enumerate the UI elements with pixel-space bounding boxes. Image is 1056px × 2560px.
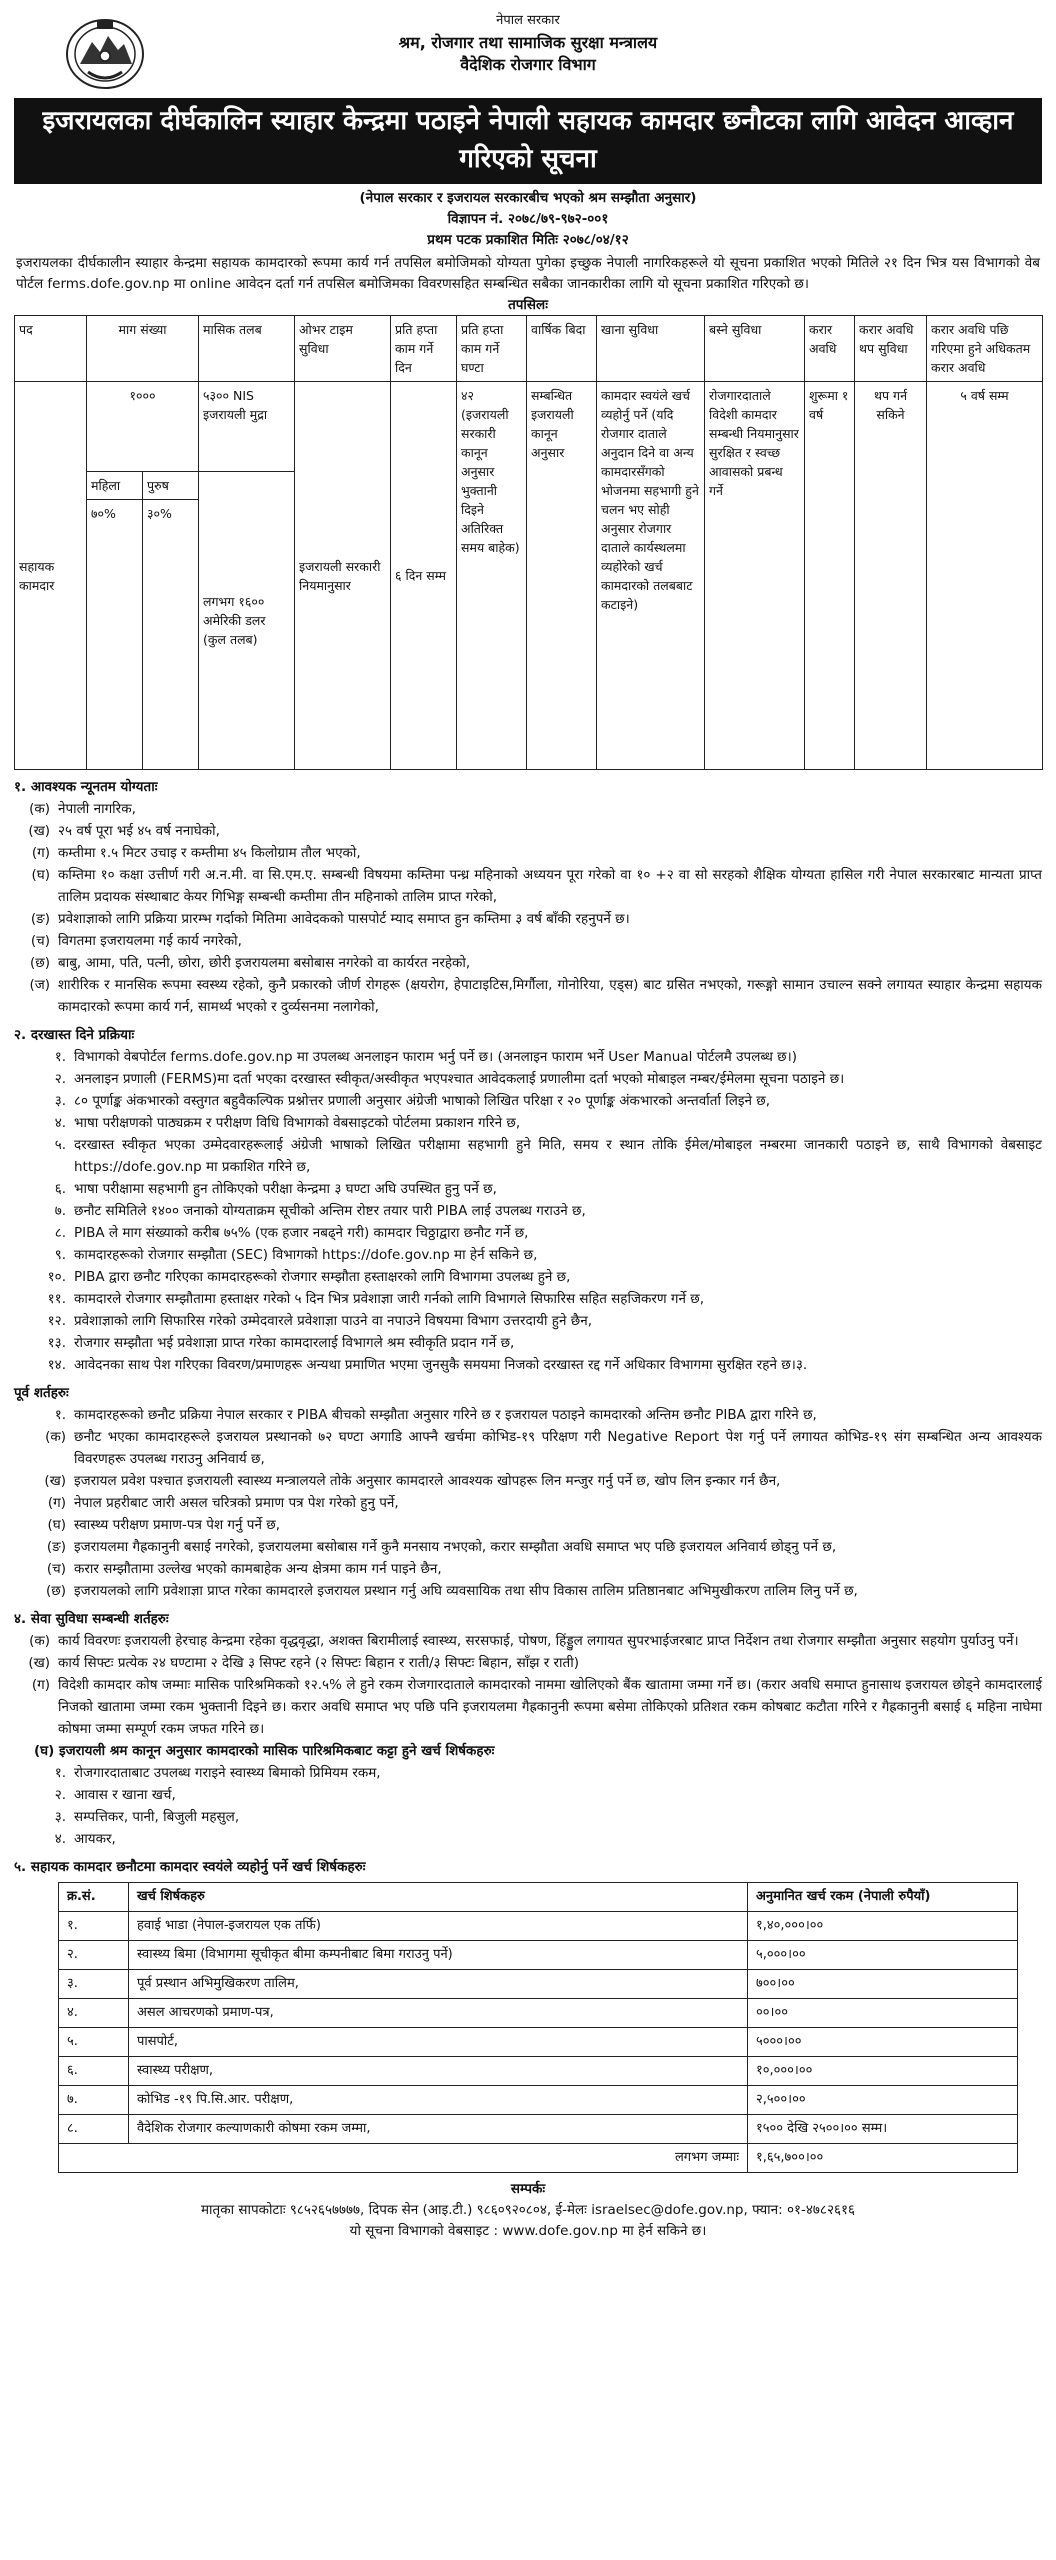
list-item-marker: (छ): [30, 955, 50, 971]
list-item: [14, 842, 1042, 864]
contact-label: सम्पर्कः: [510, 2181, 546, 2197]
list-item-text: अनलाइन प्रणाली (FERMS)मा दर्ता भएका दरखास्त स्वीकृत/अस्वीकृत भएपश्चात आवेदकलाई प्रणालीमा दर्ता भएको मोबाइल नम्बर/ईमेलमा सूचना पठाइने छ।: [74, 1071, 845, 1087]
list-item: [14, 952, 1042, 974]
list-item-text: छनौट भएका कामदारहरूले इजरायल प्रस्थानको ७२ घण्टा अगाडि आफ्नै खर्चमा कोभिड-१९ परिक्षण गरी Negative Report पेश गर्नु पर्ने लगायत कोभिड-१९ संग सम्बन्धित अन्य आवश्यक विवरणहरू उपलब्ध गराउनु अनिवार्य छ,: [74, 1429, 1042, 1467]
header-post: पद: [15, 316, 87, 382]
list-item-text: इजरायलको लागि प्रवेशाज्ञा प्राप्त गरेका कामदारले इजरायल प्रस्थान गर्नु अघि व्यवसायिक तथा सीप विकास तालिम प्रतिष्ठानबाट अभिमुखीकरण तालिम लिनु पर्ने छ,: [74, 1583, 858, 1599]
list-item-marker: २.: [54, 1071, 66, 1087]
cell-post: सहायक कामदार: [15, 382, 87, 770]
list-item: [14, 798, 1042, 820]
list-item-marker: १.: [54, 1765, 66, 1781]
cost-cell-sn: १.: [59, 1912, 129, 1941]
list-item-text: छनौट समितिले १४०० जनाको योग्यताक्रम सूचीको अन्तिम रोष्टर तयार पारी PIBA लाई उपलब्ध गराउने छ,: [74, 1203, 586, 1219]
list-item-text: नेपाल प्रहरीबाट जारी असल चरित्रको प्रमाण पत्र पेश गरेको हुनु पर्ने,: [74, 1495, 399, 1511]
total-amount: १,६५,७००।००: [748, 2144, 1018, 2173]
list-item: [14, 1244, 1042, 1266]
list-item: [14, 1200, 1042, 1222]
list-item: [14, 1784, 1042, 1806]
list-item-text: आयकर,: [74, 1831, 116, 1847]
cost-cell-sn: ७.: [59, 2086, 129, 2115]
list-item: [14, 1426, 1042, 1470]
list-item: [14, 1558, 1042, 1580]
header-annual-leave: वार्षिक बिदा: [527, 316, 597, 382]
list-item-text: नेपाली नागरिक,: [58, 801, 136, 817]
list-item-marker: २.: [54, 1787, 66, 1803]
table-row: [59, 2028, 1018, 2057]
list-item-marker: (क): [29, 801, 50, 817]
section-title: ५. सहायक कामदार छनौटमा कामदार स्वयंले व्यहोर्नु पर्ने खर्च शिर्षकहरुः: [14, 1859, 366, 1875]
list-item: [14, 1652, 1042, 1674]
cost-cell-amount: २,५००।००: [748, 2086, 1018, 2115]
list: [14, 1404, 1042, 1602]
notice-subtitle: (नेपाल सरकार र इजरायल सरकारबीच भएको श्रम सम्झौता अनुसार): [359, 190, 697, 206]
list-item-text: बाबु, आमा, पति, पत्नी, छोरा, छोरी इजरायलमा बसोबास नगरेको वा कार्यरत नरहेको,: [58, 955, 471, 971]
jobs-table: [14, 315, 1043, 770]
list-item-marker: ११.: [47, 1291, 66, 1307]
list-item: [14, 820, 1042, 842]
list-item-text: स्वास्थ्य परीक्षण प्रमाण-पत्र पेश गर्नु पर्ने छ,: [74, 1517, 281, 1533]
list-item-marker: (ख): [28, 1655, 50, 1671]
cost-cell-amount: १०,०००।००: [748, 2057, 1018, 2086]
costs-header-amount: अनुमानित खर्च रकम (नेपाली रुपैयाँ): [748, 1883, 1018, 1912]
cost-cell-amount: ७००।००: [748, 1970, 1018, 1999]
cost-cell-sn: ३.: [59, 1970, 129, 1999]
list-item: [14, 1536, 1042, 1558]
cell-work-days: ६ दिन सम्म: [391, 382, 457, 770]
cost-cell-sn: ४.: [59, 1999, 129, 2028]
list-item: [14, 1470, 1042, 1492]
list-item-marker: (च): [46, 1561, 66, 1577]
list-item-text: PIBA द्वारा छनौट गरिएका कामदारहरूको रोजगार सम्झौता हस्ताक्षरको लागि विभागमा उपलब्ध हुने छ,: [74, 1269, 571, 1285]
list-item-marker: (घ): [47, 1517, 66, 1533]
list-item: [14, 1134, 1042, 1178]
cell-male-pct: ३०%: [143, 500, 199, 770]
list-item-marker: ९.: [54, 1247, 66, 1263]
website-note: यो सूचना विभागको वेबसाइट : www.dofe.gov.np मा हेर्न सकिने छ।: [349, 2223, 707, 2239]
cell-annual-leave: सम्बन्धित इजरायली कानून अनुसार: [527, 382, 597, 770]
list-item: [14, 974, 1042, 1018]
list-item-text: विभागको वेबपोर्टल ferms.dofe.gov.np मा उपलब्ध अनलाइन फाराम भर्नु पर्ने छ। (अनलाइन फाराम भर्ने User Manual पोर्टलमै उपलब्ध छ।): [74, 1049, 798, 1065]
header-contract: करार अवधि: [805, 316, 855, 382]
list-item-text: इजरायलमा गैह्रकानुनी बसाई नगरेको, इजरायलमा बसोबास गर्ने कुनै मनसाय नभएको, करार सम्झौता अवधि समाप्त भए पछि इजरायल अनिवार्य छोड्नु पर्ने छ,: [74, 1539, 837, 1555]
cost-cell-title: पूर्व प्रस्थान अभिमुखिकरण तालिम,: [129, 1970, 748, 1999]
ministry-name: श्रम, रोजगार तथा सामाजिक सुरक्षा मन्त्रालय: [398, 33, 658, 52]
list-item-text: ८० पूर्णाङ्क अंकभारको वस्तुगत बहुवैकल्पिक प्रश्नोत्तर प्रणाली अनुसार अंग्रेजी भाषाको लिखित परिक्षा र २० पूर्णाङ्क अंकभारको अन्तर्वार्ता लिइने छ,: [74, 1093, 771, 1109]
list-item-marker: ३.: [54, 1093, 66, 1109]
cost-cell-title: कोभिड -१९ पि.सि.आर. परीक्षण,: [129, 2086, 748, 2115]
list-item: [14, 1288, 1042, 1310]
list-item-text: प्रवेशाज्ञाको लागि प्रक्रिया प्रारम्भ गर्दाको मितिमा आवेदकको पासपोर्ट म्याद समाप्त हुन कम्तिमा ३ वर्ष बाँकी रहनुपर्ने छ।: [58, 911, 630, 927]
list-item-marker: ३.: [54, 1809, 66, 1825]
list-item-text: कामदारहरूको रोजगार सम्झौता (SEC) विभागको https://dofe.gov.np मा हेर्न सकिने छ,: [74, 1247, 538, 1263]
header-housing: बस्ने सुविधा: [705, 316, 805, 382]
list-item: [14, 908, 1042, 930]
section-title: २. दरखास्त दिने प्रक्रियाः: [14, 1027, 135, 1043]
list-item-text: कार्य सिफ्टः प्रत्येक २४ घण्टामा २ देखि ३ सिफ्ट रहने (२ सिफ्टः बिहान र राती/३ सिफ्टः बिहान, साँझ र राती): [58, 1655, 580, 1671]
publish-date: प्रथम पटक प्रकाशित मितिः २०७८/०४/१२: [427, 232, 629, 248]
list-item-text: सम्पत्तिकर, पानी, बिजुली महसुल,: [74, 1809, 240, 1825]
section-title: १. आवश्यक न्यूनतम योग्यताः: [14, 779, 158, 795]
list-item-marker: (ग): [31, 845, 50, 861]
list-item: [14, 930, 1042, 952]
list-item-text: कामदारहरूको छनौट प्रक्रिया नेपाल सरकार र PIBA बीचको सम्झौता अनुसार गरिने छ र इजरायल पठाइने कामदारको अन्तिम छनौट PIBA द्वारा गरिने छ,: [74, 1407, 817, 1423]
cost-cell-sn: ८.: [59, 2115, 129, 2144]
list-item: [14, 1674, 1042, 1740]
cost-cell-sn: ६.: [59, 2057, 129, 2086]
costs-header-sn: क्र.सं.: [59, 1883, 129, 1912]
header-demand: माग संख्या: [87, 316, 199, 382]
header: [14, 10, 1042, 98]
list-item: [14, 1310, 1042, 1332]
header-extension: करार अवधि थप सुविधा: [855, 316, 927, 382]
government-name: नेपाल सरकार: [496, 13, 560, 28]
list-item: [14, 1492, 1042, 1514]
list-item-text: कम्तीमा १.५ मिटर उचाइ र कम्तीमा ४५ किलोग्राम तौल भएको,: [58, 845, 361, 861]
costs-table: [58, 1882, 1018, 2173]
cell-housing: रोजगारदाताले विदेशी कामदार सम्बन्धी नियमानुसार सुरक्षित र स्वच्छ आवासको प्रबन्ध गर्ने: [705, 382, 805, 770]
cost-cell-amount: ५,०००।००: [748, 1941, 1018, 1970]
total-label: लगभग जम्माः: [59, 2144, 748, 2173]
header-salary: मासिक तलब: [199, 316, 295, 382]
section-qualifications: [14, 776, 1042, 1018]
list: [14, 1630, 1042, 1740]
cost-cell-amount: १,४०,०००।००: [748, 1912, 1018, 1941]
cost-cell-amount: ००।००: [748, 1999, 1018, 2028]
deduction-title: (घ) इजरायली श्रम कानून अनुसार कामदारको मासिक पारिश्रमिकबाट कट्टा हुने खर्च शिर्षकहरुः: [34, 1743, 495, 1759]
tapsil-label: तपसिलः: [508, 297, 548, 313]
list-item-marker: (ज): [29, 977, 50, 993]
list-item: [14, 1404, 1042, 1426]
list-item-marker: (ग): [47, 1495, 66, 1511]
cell-overtime: इजरायली सरकारी नियमानुसार: [295, 382, 391, 770]
list-item-marker: (च): [30, 933, 50, 949]
list-item-text: दरखास्त स्वीकृत भएका उम्मेदवारहरूलाई अंग्रेजी भाषाको लिखित परीक्षामा सहभागी हुने मिति, समय र स्थान तोकि ईमेल/मोबाइल नम्बरमा जानकारी पठाइने छ, साथै विभागको वेबसाइट https://dofe.gov.np मा प्रकाशित गरिने छ,: [74, 1137, 1042, 1175]
cost-cell-title: वैदेशिक रोजगार कल्याणकारी कोषमा रकम जम्मा,: [129, 2115, 748, 2144]
cell-salary-usd: लगभग १६०० अमेरिकी डलर (कुल तलब): [199, 472, 295, 770]
list-item-text: कम्तिमा १० कक्षा उत्तीर्ण गरी अ.न.मी. वा सि.एम.ए. सम्बन्धी विषयमा कम्तिमा पन्ध्र महिनाको अध्ययन पूरा गरेको वा १० +२ वा सो सरहको शैक्षिक योग्यता हासिल गरी नेपाल सरकारबाट मान्यता प्राप्त तालिम प्रदायक संस्थाबाट केयर गिभिङ्ग सम्बन्धी कम्तीमा तीन महिनाको तालिम प्राप्त गरेको,: [58, 867, 1042, 905]
list-item-marker: १४.: [47, 1357, 66, 1373]
cost-cell-title: असल आचरणको प्रमाण-पत्र,: [129, 1999, 748, 2028]
list-item-marker: (क): [29, 1633, 50, 1649]
cell-salary-nis: ५३०० NIS इजरायली मुद्रा: [199, 382, 295, 472]
list-item-text: इजरायल प्रवेश पश्चात इजरायली स्वास्थ्य मन्त्रालयले तोके अनुसार कामदारले आवश्यक खोपहरू लिन मन्जुर गर्नु पर्ने छ, खोप लिन इन्कार गर्न छैन,: [74, 1473, 781, 1489]
list-item: [14, 1580, 1042, 1602]
header-overtime: ओभर टाइम सुविधा: [295, 316, 391, 382]
table-row: [59, 1912, 1018, 1941]
list: [14, 1046, 1042, 1376]
notice-subinfo: [14, 184, 1042, 251]
jobs-row-top: [15, 382, 1043, 472]
list-item: [14, 1828, 1042, 1850]
list-item: [14, 1068, 1042, 1090]
list-item-marker: (छ): [46, 1583, 66, 1599]
list-item-marker: ८.: [54, 1225, 66, 1241]
section-title: पूर्व शर्तहरुः: [14, 1385, 69, 1401]
table-row: [59, 1999, 1018, 2028]
list-item: [14, 1112, 1042, 1134]
cell-extension: थप गर्न सकिने: [855, 382, 927, 770]
list-item-marker: ६.: [54, 1181, 66, 1197]
table-row: [59, 2086, 1018, 2115]
list-item-marker: (क): [45, 1429, 66, 1445]
section-preconditions: [14, 1382, 1042, 1602]
section-costs: [14, 1856, 1042, 2173]
table-row: [59, 1941, 1018, 1970]
list-item-text: विगतमा इजरायलमा गई कार्य नगरेको,: [58, 933, 242, 949]
list-item: [14, 1514, 1042, 1536]
section-title: ४. सेवा सुविधा सम्बन्धी शर्तहरुः: [14, 1611, 169, 1627]
cell-demand: १०००: [87, 382, 199, 472]
list-item-text: रोजगार सम्झौता भई प्रवेशाज्ञा प्राप्त गरेका कामदारलाई विभागले श्रम स्वीकृति प्रदान गर्ने छ,: [74, 1335, 515, 1351]
header-max-contract: करार अवधि पछि गरिएमा हुने अधिकतम करार अवधि: [927, 316, 1043, 382]
section-application-process: [14, 1024, 1042, 1376]
list-item: [14, 1090, 1042, 1112]
list-item-marker: १३.: [47, 1335, 66, 1351]
list-item-text: आवास र खाना खर्च,: [74, 1787, 176, 1803]
list-item-text: प्रवेशाज्ञाको लागि सिफारिस गरेको उम्मेदवारले प्रवेशाज्ञा पाउने वा नपाउने विषयमा विभाग उत्तरदायी हुने छैन,: [74, 1313, 592, 1329]
list-item-text: भाषा परीक्षामा सहभागी हुन तोकिएको परीक्षा केन्द्रमा ३ घण्टा अघि उपस्थित हुनु पर्ने छ,: [74, 1181, 497, 1197]
cell-male-label: पुरुष: [143, 472, 199, 500]
list-item-text: PIBA ले माग संख्याको करीब ७५% (एक हजार नबढ्ने गरी) कामदार चिठ्ठाद्वारा छनौट गर्ने छ,: [74, 1225, 529, 1241]
contact-block: [14, 2179, 1042, 2242]
cost-cell-title: स्वास्थ्य बिमा (विभागमा सूचीकृत बीमा कम्पनीबाट बिमा गराउनु पर्ने): [129, 1941, 748, 1970]
list-item: [14, 1046, 1042, 1068]
list-item-marker: १.: [54, 1407, 66, 1423]
list-item: [14, 1332, 1042, 1354]
header-food: खाना सुविधा: [597, 316, 705, 382]
jobs-table-header-row: [15, 316, 1043, 382]
table-row: [59, 1970, 1018, 1999]
list-item: [14, 1354, 1042, 1376]
list-item-text: करार सम्झौतामा उल्लेख भएको कामबाहेक अन्य क्षेत्रमा काम गर्न पाइने छैन,: [74, 1561, 442, 1577]
list-item-text: विदेशी कामदार कोष जम्माः मासिक पारिश्रमिकको १२.५% ले हुने रकम रोजगारदाताले कामदारको नाममा खोलिएको बैंक खातामा जम्मा गर्ने छ। (करार अवधि समाप्त हुनासाथ इजरायल छोड्ने कामदारलाई निजको खातामा जम्मा रकम भुक्तानी दिइने छ। करार अवधि समाप्त भए पछि पनि इजरायलमा गैह्रकानुनी रूपमा बसेमा तोकिएको प्रतिशत रकम कोषबाट कटौता गरिने र गैह्रकानुनी बसाई ६ महिना नाघेमा कोषमा जम्मा सम्पूर्ण रकम जफत गरिने छ।: [58, 1677, 1042, 1737]
list-item: [14, 1222, 1042, 1244]
list-item: [14, 1630, 1042, 1652]
list-item-text: आवेदनका साथ पेश गरिएका विवरण/प्रमाणहरू अन्यथा प्रमाणित भएमा जुनसुकै समयमा निजको दरखास्त रद्द गर्ने अधिकार विभागमा सुरक्षित रहने छ।३.: [74, 1357, 808, 1373]
list-item-text: २५ वर्ष पूरा भई ४५ वर्ष ननाघेको,: [58, 823, 220, 839]
list-item-marker: ४.: [54, 1831, 66, 1847]
contact-line: मातृका सापकोटाः ९८५२६५७७७७, दिपक सेन (आइ.टी.) ९८६०९२०८०४, ई-मेलः israelsec@dofe.gov.np, फ्यान: ०१-४७८२६१६: [200, 2202, 856, 2218]
cell-work-hours: ४२ (इजरायली सरकारी कानून अनुसार भुक्तानी दिइने अतिरिक्त समय बाहेक): [457, 382, 527, 770]
costs-header-title: खर्च शिर्षकहरु: [129, 1883, 748, 1912]
list-item-marker: (ख): [28, 823, 50, 839]
notice-number: विज्ञापन नं. २०७८/७९-९७२-००१: [447, 211, 609, 227]
list-item-text: कार्य विवरणः इजरायली हेरचाह केन्द्रमा रहेका वृद्धवृद्धा, अशक्त बिरामीलाई स्वास्थ्य, सरसफाई, पोषण, हिंड्डुल लगायत सुपरभाईजरबाट प्राप्त निर्देशन तथा रोजगार सम्झौता अनुसार सहयोग पुर्याउनु पर्ने।: [58, 1633, 1019, 1649]
list-item-marker: १२.: [47, 1313, 66, 1329]
list-item: [14, 1178, 1042, 1200]
cost-cell-amount: १५०० देखि २५००।०० सम्म।: [748, 2115, 1018, 2144]
list-item: [14, 1806, 1042, 1828]
cost-cell-title: पासपोर्ट,: [129, 2028, 748, 2057]
list-item: [14, 1266, 1042, 1288]
list-item-marker: ४.: [54, 1115, 66, 1131]
list-item-marker: (घ): [31, 867, 50, 883]
notice-title: इजरायलका दीर्घकालिन स्याहार केन्द्रमा पठाइने नेपाली सहायक कामदार छनौटका लागि आवेदन आव्हान गरिएको सूचना: [14, 98, 1042, 184]
table-row: [59, 2115, 1018, 2144]
intro-paragraph: इजरायलका दीर्घकालीन स्याहार केन्द्रमा सहायक कामदारको रूपमा कार्य गर्न तपसिल बमोजिमको योग्यता पुगेका इच्छुक नेपाली नागरिकहरूले यो सूचना प्रकाशित भएको मितिले २१ दिन भित्र यस विभागको वेब पोर्टल ferms.dofe.gov.np मा online आवेदन दर्ता गर्न तपसिल बमोजिमका विवरणसहित सम्बन्धित सबैका जानकारीका लागि यो सूचना प्रकाशित गरिएको छ।: [16, 255, 1040, 292]
cost-cell-title: स्वास्थ्य परीक्षण,: [129, 2057, 748, 2086]
cell-food: कामदार स्वयंले खर्च व्यहोर्नु पर्ने (यदि रोजगार दाताले अनुदान दिने वा अन्य कामदारसँगको भोजनमा सहभागी हुने चलन भए सोही अनुसार रोजगार दाताले कार्यस्थलमा व्यहोरेको खर्च कामदारको तलबबाट कटाइने): [597, 382, 705, 770]
department-name: वैदेशिक रोजगार विभाग: [460, 55, 596, 74]
list-item-marker: (ग): [31, 1677, 50, 1693]
costs-header-row: [59, 1883, 1018, 1912]
list-item-text: भाषा परीक्षणको पाठ्यक्रम र परीक्षण विधि विभागको वेबसाइटको पोर्टलमा प्रकाशन गरिने छ,: [74, 1115, 521, 1131]
list-item-marker: १०.: [47, 1269, 66, 1285]
list-item-marker: (ख): [44, 1473, 66, 1489]
list-item-text: रोजगारदाताबाट उपलब्ध गराइने स्वास्थ्य बिमाको प्रिमियम रकम,: [74, 1765, 381, 1781]
list-item: [14, 1762, 1042, 1784]
list-item-marker: (ङ): [30, 911, 50, 927]
cell-female-pct: ७०%: [87, 500, 143, 770]
nepal-emblem-icon: [64, 14, 146, 90]
list: [14, 798, 1042, 1018]
cost-cell-sn: ५.: [59, 2028, 129, 2057]
list-item-marker: ५.: [54, 1137, 66, 1153]
header-work-days: प्रति हप्ता काम गर्ने दिन: [391, 316, 457, 382]
list-item-text: शारीरिक र मानसिक रूपमा स्वस्थ्य रहेको, कुनै प्रकारको जीर्ण रोगहरू (क्षयरोग, हेपाटाइटिस,मिर्गौला, गोनोरिया, एड्स) बाट ग्रसित नभएको, गरूङ्गो सामान उचाल्न सक्ने लगायत स्याहार केन्द्रमा सहायक कामदारको रूपमा कार्य गर्न, सामर्थ्य भएको र दुर्व्यसनमा नलागेको,: [58, 977, 1042, 1015]
cost-cell-sn: २.: [59, 1941, 129, 1970]
list-item-marker: (ङ): [46, 1539, 66, 1555]
cost-cell-title: हवाई भाडा (नेपाल-इजरायल एक तर्फि): [129, 1912, 748, 1941]
cost-cell-amount: ५०००।००: [748, 2028, 1018, 2057]
section-service-conditions: [14, 1608, 1042, 1850]
costs-total-row: [59, 2144, 1018, 2173]
cell-contract: शुरूमा १ वर्ष: [805, 382, 855, 770]
cell-max-contract: ५ वर्ष सम्म: [927, 382, 1043, 770]
list-item-marker: १.: [54, 1049, 66, 1065]
list-item: [14, 864, 1042, 908]
table-row: [59, 2057, 1018, 2086]
list-item-text: कामदारले रोजगार सम्झौतामा हस्ताक्षर गरेको ५ दिन भित्र प्रवेशाज्ञा जारी गर्नको लागि विभागले सिफारिस सहित सहजिकरण गर्ने छ,: [74, 1291, 705, 1307]
cell-female-label: महिला: [87, 472, 143, 500]
list-item-marker: ७.: [54, 1203, 66, 1219]
list: [14, 1762, 1042, 1850]
header-work-hours: प्रति हप्ता काम गर्ने घण्टा: [457, 316, 527, 382]
